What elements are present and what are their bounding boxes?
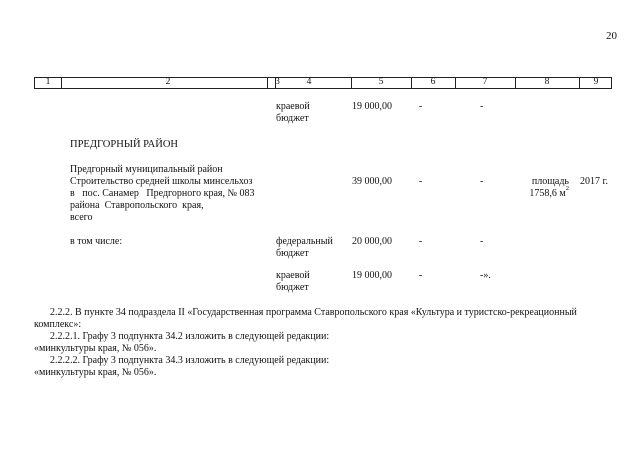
col-header-6: 6 (430, 77, 436, 87)
project-year: 2017 г. (580, 176, 608, 187)
subparagraph: 2.2.2.1. Графу 3 подпункта 34.2 изложить в следующей редакции: (50, 331, 330, 342)
source-line: федеральный (276, 236, 333, 247)
project-line: Строительство средней школы минсельхоз (70, 176, 253, 187)
source-line: бюджет (276, 113, 309, 124)
col-header-5: 5 (378, 77, 384, 87)
row-a-col6: - (419, 101, 423, 112)
col-header-2: 2 (165, 77, 171, 87)
subparagraph-text: «минкультуры края, № 056». (34, 367, 157, 378)
including-col7: - (480, 236, 484, 247)
project-line: Предгорный муниципальный район (70, 164, 223, 175)
amendment-paragraph (50, 307, 630, 319)
col-header-8: 8 (544, 77, 550, 87)
source-line: краевой (276, 270, 310, 281)
col-header-7: 7 (482, 77, 488, 87)
capacity-line: 1758,6 $м^2$ (529, 185, 569, 199)
including-label: в том числе: (70, 236, 123, 247)
project-line: района Ставропольского края, (70, 200, 204, 211)
project-amount: 39 000,00 (352, 176, 392, 187)
table-header-row (34, 77, 612, 89)
subparagraph: 2.2.2.2. Графу 3 подпункта 34.3 изложить в следующей редакции: (50, 355, 330, 366)
project-line: всего (70, 212, 93, 223)
paragraph-line: 2.2.2. В пункте 34 подраздела II «Государственная программа Ставропольского края «Культура и туристско-рекреационный (50, 307, 577, 318)
including-amount: 20 000,00 (352, 236, 392, 247)
row-b-source (276, 270, 310, 294)
project-capacity (523, 176, 569, 200)
page-number: 20 (606, 30, 617, 42)
project-col7: - (480, 176, 484, 187)
col-header-4: 4 (306, 77, 312, 87)
row-a-col7: - (480, 101, 484, 112)
paragraph-continuation: комплекс»: (34, 319, 82, 330)
project-description (70, 164, 275, 224)
project-line: в пос. Санамер Предгорного края, № 083 (70, 188, 255, 199)
col-header-9: 9 (593, 77, 599, 87)
col-header-1: 1 (45, 77, 51, 87)
row-a-source (276, 101, 310, 125)
row-b-col6: - (419, 270, 423, 281)
col-header-3: 3 (275, 77, 280, 87)
subparagraph-text: «минкультуры края, № 056». (34, 343, 157, 354)
row-b-amount: 19 000,00 (352, 270, 392, 281)
project-col6: - (419, 176, 423, 187)
capacity-line: площадь (531, 176, 569, 187)
district-heading: ПРЕДГОРНЫЙ РАЙОН (70, 139, 179, 150)
source-line: краевой (276, 101, 310, 112)
row-a-amount: 19 000,00 (352, 101, 392, 112)
including-source (276, 236, 333, 260)
source-line: бюджет (276, 282, 309, 293)
source-line: бюджет (276, 248, 309, 259)
including-col6: - (419, 236, 423, 247)
row-b-col7: -». (480, 270, 491, 281)
